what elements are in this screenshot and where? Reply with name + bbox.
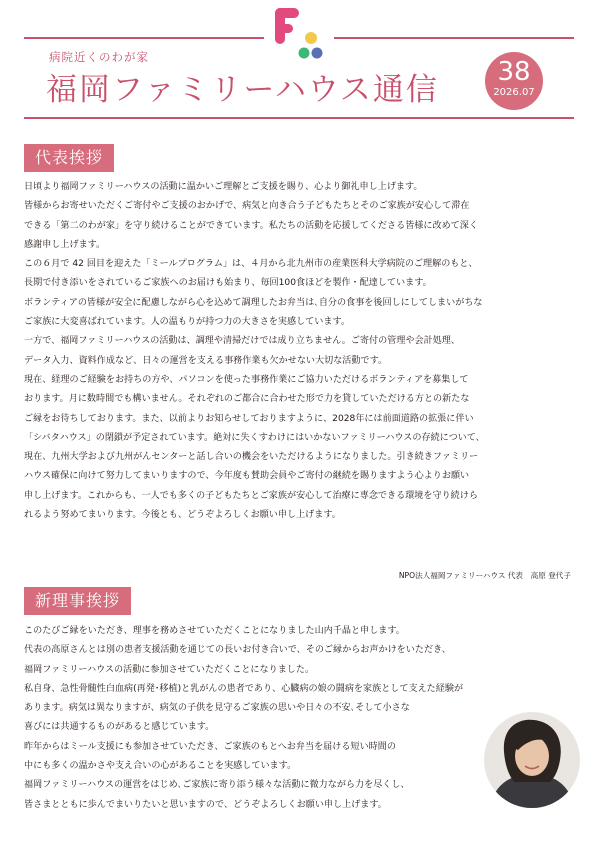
section-heading-new-director: 新理事挨拶 <box>24 587 131 615</box>
header-top-rule-right <box>334 37 574 39</box>
message-line: 代表の高原さんとは別の患者支援活動を通じての長いお付き合いで、そのご縁からお声かけをいただき、 <box>24 645 451 656</box>
issue-number: 38 <box>497 57 531 87</box>
issue-date: 2026.07 <box>493 87 535 98</box>
message-line: 皆様からお寄せいただくご寄付やご支援のおかげで、病気と向き合う子どもたちとそのご家族が安心して滞在 <box>24 201 470 212</box>
message-line: できる「第二のわが家」を守り続けることができています。私たちの活動を応援してくださる皆様に改めて深く <box>24 220 478 231</box>
family-house-logo <box>271 6 325 66</box>
message-line: 現在、九州大学および九州がんセンターと話し合いの機会をいただけるようになりました。引き続きファミリー <box>24 452 479 463</box>
message-line: 福岡ファミリーハウスの運営をはじめ､ご家族に寄り添う様々な活動に微力ながら力を尽くし、 <box>24 780 410 791</box>
message-line: 皆さまとともに歩んでまいりたいと思いますので、どうぞよろしくお願い申し上げます。 <box>24 799 387 810</box>
message-line: 中にも多くの温かさや支え合いの心があることを実感しています。 <box>24 761 297 772</box>
message-line: 「シバタハウス」の閉鎖が予定されています。絶対に失くすわけにはいかないファミリーハウスの存続について、 <box>24 432 485 443</box>
message-line: ハウス確保に向けて努力してまいりますので、今年度も賛助会員やご寄付の継続を賜りますよう心よりお願い <box>24 471 470 482</box>
message-line: ご縁をお待ちしております。また、以前よりお知らせしておりますように、2028年には前面道路の拡張に伴い <box>24 413 474 424</box>
header-bottom-rule <box>24 117 574 119</box>
message-line: 昨年からはミール支援にも参加させていただき、ご家族のもとへお弁当を届ける短い時間の <box>24 741 396 752</box>
message-line: れるよう努めてまいります。今後とも、どうぞよろしくお願い申し上げます。 <box>24 510 341 521</box>
message-line: データ入力、資料作成など、日々の運営を支える事務作業も欠かせない大切な活動です。 <box>24 355 388 366</box>
message-line: ボランティアの皆様が安全に配慮しながら心を込めて調理したお弁当は､自分の食事を後回しにしてしまいがちな <box>24 297 483 308</box>
message-line: 現在、経理のご経験をお持ちの方や、パソコンを使った事務作業にご協力いただけるボランティアを募集して <box>24 374 469 385</box>
message-line: 私自身、急性骨髄性白血病(再発･移植)と乳がんの患者であり、心臓病の娘の闘病を家族として支えた経験が <box>24 683 464 694</box>
director-portrait-photo <box>484 712 580 808</box>
message-line: 長期で付き添いをされているご家族へのお届けも始まり、毎回100食ほどを製作・配達しています。 <box>24 278 432 289</box>
message-line: 感謝申し上げます。 <box>24 239 106 250</box>
message-line: このたびご縁をいただき、理事を務めさせていただくことになりました山内千晶と申します。 <box>24 626 405 636</box>
message-line: おります。月に数時間でも構いません。それぞれのご都合に合わせた形で力を貸していただける方との新たな <box>24 394 470 405</box>
section-heading-representative: 代表挨拶 <box>24 144 114 172</box>
message-line: 一方で、福岡ファミリーハウスの活動は、調理や清掃だけでは成り立ちません。ご寄付の管理や会計処理、 <box>24 336 460 347</box>
message-line: あります。病気は異なりますが、病気の子供を見守るご家族の思いや日々の不安､そして小さな <box>24 703 410 714</box>
header-top-rule-left <box>24 37 264 39</box>
message-line: 日頃より福岡ファミリーハウスの活動に温かいご理解とご支援を賜り、心より御礼申し上げます。 <box>24 182 423 192</box>
masthead-title: 福岡ファミリーハウス通信 <box>46 72 439 108</box>
masthead-subtitle: 病院近くのわが家 <box>49 50 149 64</box>
message-line: 申し上げます。これからも、一人でも多くの子どもたちとご家族が安心して治療に専念できる環境を守り続けら <box>24 490 478 501</box>
issue-badge <box>485 52 543 110</box>
message-line: 喜びには共通するものがあると感じています。 <box>24 722 215 733</box>
message-line: この６月で 42 回目を迎えた「ミールプログラム」は、４月から北九州市の産業医科大学病院のご理解のもと、 <box>24 259 478 270</box>
message-line: ご家族に大変喜ばれています。人の温もりが持つ力の大きさを実感しています。 <box>24 317 350 328</box>
representative-signature: NPO法人福岡ファミリーハウス 代表 高原 登代子 <box>398 571 571 580</box>
representative-message <box>24 178 576 525</box>
message-line: 福岡ファミリーハウスの活動に参加させていただくことになりました。 <box>24 664 315 675</box>
